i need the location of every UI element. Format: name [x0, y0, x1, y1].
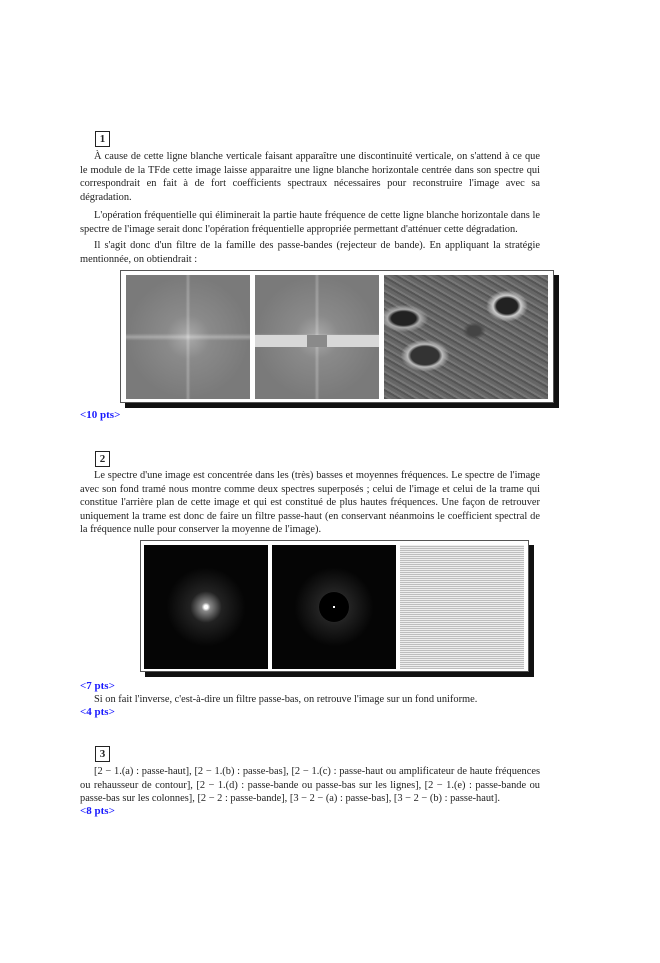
filtered-spectrum-image: [255, 275, 379, 399]
points-label: <10 pts>: [80, 409, 121, 421]
restored-image: [384, 275, 548, 399]
figure-high-pass: [140, 540, 529, 672]
paragraph: [2 − 1.(a) : passe-haut], [2 − 1.(b) : passe-bas], [2 − 1.(c) : passe-haut ou amplificateur de haute fréquences ou rehausseur de contour], [2 − 1.(d) : passe-bande ou passe-bas sur les lignes], [2 − 1.(e) : passe-bande ou passe-bas sur les colonnes], [2 − 2 : passe-bande], [3 − 2 − (a) : passe-bas], [3 − 2 − (b) : passe-haut].: [80, 766, 540, 805]
paragraph: L'opération fréquentielle qui éliminerait la partie haute fréquence de cette ligne blanche horizontale dans le spectre de l'image serait donc l'opération fréquentielle appropriée permettant d'atténuer cette dégradation.: [80, 210, 540, 235]
figure-band-reject: [120, 270, 554, 403]
spectrum-image: [126, 275, 250, 399]
paragraph: À cause de cette ligne blanche verticale faisant apparaître une discontinuité verticale, on s'attend à ce que le module de la TFde cette image laisse apparaitre une ligne blanche horizontale centrée dans son spectre qui correspondrait en fait à de fort coefficients spectraux nécessaires pour reconstruire l'image avec sa dégradation.: [80, 151, 540, 203]
points-label: <4 pts>: [80, 706, 115, 718]
section-number-1: 1: [95, 131, 110, 147]
paragraph: Le spectre d'une image est concentrée dans les (très) basses et moyennes fréquences. Le spectre de l'image avec son fond tramé nous montre comme deux spectres superposés ; celui de l'image et celui de la trame qui constitue l'arrière plan de cette image et qui est constitué de plus hautes fréquences. Une façon de retrouver uniquement la trame est donc de faire un filtre passe-haut (en conservant néanmoins le coefficient spectral de la fréquence nulle pour conserver la moyenne de l'image).: [80, 470, 540, 536]
high-pass-spectrum-image: [272, 545, 396, 669]
texture-image: [400, 545, 524, 669]
spectrum-image: [144, 545, 268, 669]
points-label: <7 pts>: [80, 680, 115, 692]
paragraph: Si on fait l'inverse, c'est-à-dire un filtre passe-bas, on retrouve l'image sur un fond uniforme.: [94, 694, 478, 705]
section-number-2: 2: [95, 451, 110, 467]
points-label: <8 pts>: [80, 805, 115, 817]
paragraph: Il s'agit donc d'un filtre de la famille des passe-bandes (rejecteur de bande). En appliquant la stratégie mentionnée, on obtiendrait :: [80, 240, 540, 265]
section-number-3: 3: [95, 746, 110, 762]
